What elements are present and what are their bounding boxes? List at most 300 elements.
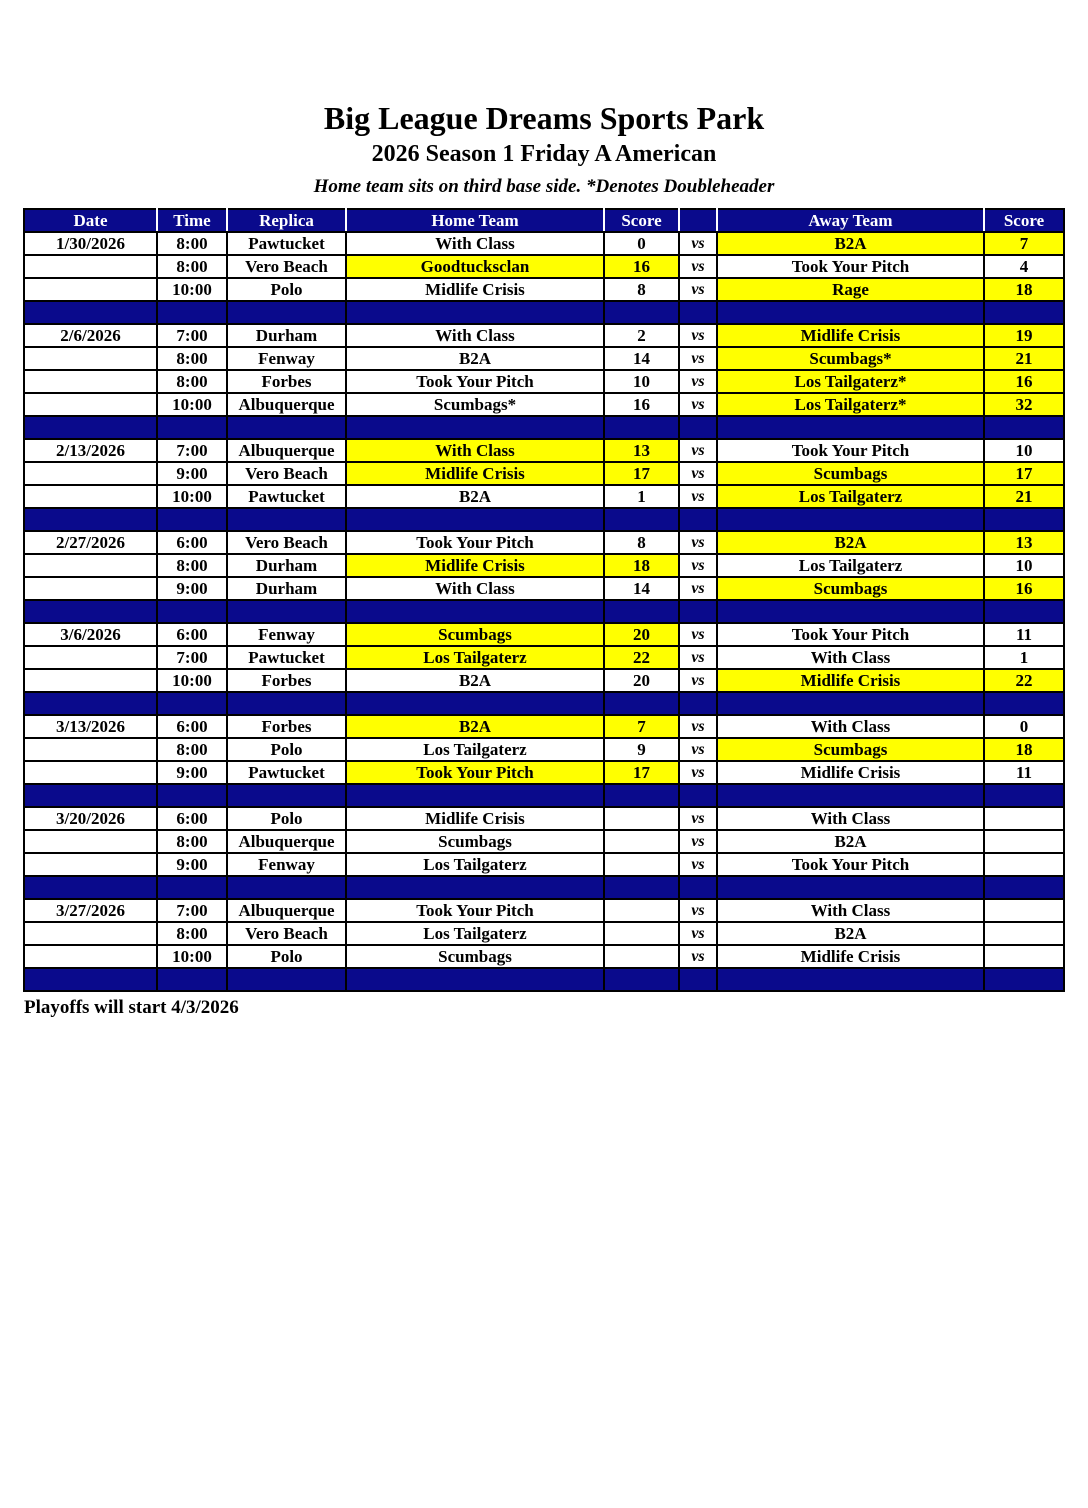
away-team-cell: With Class — [717, 899, 984, 922]
separator-cell — [24, 416, 157, 439]
away-team-cell: Took Your Pitch — [717, 439, 984, 462]
replica-cell: Pawtucket — [227, 761, 346, 784]
vs-cell: vs — [679, 324, 717, 347]
replica-cell: Albuquerque — [227, 439, 346, 462]
away-score-cell: 32 — [984, 393, 1064, 416]
home-team-cell: Scumbags — [346, 945, 604, 968]
home-team-cell: Took Your Pitch — [346, 531, 604, 554]
replica-cell: Polo — [227, 738, 346, 761]
vs-cell: vs — [679, 439, 717, 462]
separator-cell — [227, 416, 346, 439]
separator-row — [24, 692, 1064, 715]
home-team-cell: Midlife Crisis — [346, 554, 604, 577]
home-score-cell: 17 — [604, 761, 679, 784]
away-team-cell: Los Tailgaterz — [717, 485, 984, 508]
replica-cell: Durham — [227, 554, 346, 577]
home-team-cell: Goodtucksclan — [346, 255, 604, 278]
separator-cell — [717, 508, 984, 531]
separator-cell — [24, 968, 157, 991]
vs-cell: vs — [679, 738, 717, 761]
separator-cell — [24, 692, 157, 715]
vs-cell: vs — [679, 232, 717, 255]
away-team-cell: With Class — [717, 807, 984, 830]
game-row — [24, 347, 1064, 370]
page — [0, 100, 1088, 1508]
vs-cell: vs — [679, 577, 717, 600]
separator-cell — [346, 600, 604, 623]
separator-cell — [157, 600, 227, 623]
home-score-cell: 20 — [604, 669, 679, 692]
time-cell: 10:00 — [157, 485, 227, 508]
time-cell: 8:00 — [157, 738, 227, 761]
separator-cell — [157, 876, 227, 899]
game-row — [24, 853, 1064, 876]
replica-cell: Durham — [227, 324, 346, 347]
game-row — [24, 669, 1064, 692]
separator-cell — [984, 692, 1064, 715]
separator-cell — [984, 301, 1064, 324]
away-team-cell: Los Tailgaterz — [717, 554, 984, 577]
separator-cell — [604, 416, 679, 439]
separator-cell — [346, 416, 604, 439]
away-score-cell: 22 — [984, 669, 1064, 692]
replica-cell: Polo — [227, 278, 346, 301]
vs-cell: vs — [679, 922, 717, 945]
date-cell — [24, 255, 157, 278]
separator-cell — [604, 301, 679, 324]
home-score-cell: 8 — [604, 278, 679, 301]
away-score-cell: 10 — [984, 554, 1064, 577]
time-cell: 8:00 — [157, 370, 227, 393]
replica-cell: Fenway — [227, 347, 346, 370]
separator-cell — [679, 968, 717, 991]
separator-row — [24, 968, 1064, 991]
date-cell: 3/20/2026 — [24, 807, 157, 830]
game-row — [24, 278, 1064, 301]
time-cell: 8:00 — [157, 922, 227, 945]
separator-cell — [717, 600, 984, 623]
away-score-cell: 0 — [984, 715, 1064, 738]
separator-cell — [346, 876, 604, 899]
date-cell — [24, 347, 157, 370]
separator-cell — [604, 784, 679, 807]
separator-cell — [679, 876, 717, 899]
separator-cell — [346, 968, 604, 991]
time-cell: 9:00 — [157, 761, 227, 784]
date-cell — [24, 853, 157, 876]
home-score-cell: 9 — [604, 738, 679, 761]
separator-cell — [227, 968, 346, 991]
date-cell — [24, 646, 157, 669]
home-team-cell: Los Tailgaterz — [346, 922, 604, 945]
away-team-cell: Scumbags — [717, 577, 984, 600]
away-team-cell: Rage — [717, 278, 984, 301]
separator-cell — [679, 416, 717, 439]
time-cell: 7:00 — [157, 439, 227, 462]
home-score-cell — [604, 922, 679, 945]
separator-cell — [984, 508, 1064, 531]
away-team-cell: Scumbags* — [717, 347, 984, 370]
col-header-away-team: Away Team — [717, 209, 984, 232]
separator-cell — [346, 301, 604, 324]
away-team-cell: Midlife Crisis — [717, 669, 984, 692]
away-score-cell — [984, 830, 1064, 853]
away-team-cell: B2A — [717, 830, 984, 853]
date-cell — [24, 830, 157, 853]
separator-cell — [157, 508, 227, 531]
game-row — [24, 577, 1064, 600]
separator-row — [24, 784, 1064, 807]
home-team-cell: With Class — [346, 439, 604, 462]
away-team-cell: With Class — [717, 646, 984, 669]
date-cell: 1/30/2026 — [24, 232, 157, 255]
separator-cell — [227, 876, 346, 899]
separator-cell — [984, 784, 1064, 807]
replica-cell: Forbes — [227, 715, 346, 738]
home-score-cell: 14 — [604, 577, 679, 600]
vs-cell: vs — [679, 255, 717, 278]
game-row — [24, 255, 1064, 278]
replica-cell: Forbes — [227, 370, 346, 393]
separator-cell — [604, 692, 679, 715]
col-header-replica: Replica — [227, 209, 346, 232]
replica-cell: Durham — [227, 577, 346, 600]
home-score-cell: 18 — [604, 554, 679, 577]
replica-cell: Vero Beach — [227, 531, 346, 554]
date-cell — [24, 462, 157, 485]
game-row — [24, 899, 1064, 922]
home-score-cell: 13 — [604, 439, 679, 462]
game-row — [24, 393, 1064, 416]
time-cell: 6:00 — [157, 807, 227, 830]
away-team-cell: B2A — [717, 531, 984, 554]
date-cell: 2/6/2026 — [24, 324, 157, 347]
away-score-cell: 18 — [984, 738, 1064, 761]
home-team-cell: Los Tailgaterz — [346, 738, 604, 761]
time-cell: 8:00 — [157, 347, 227, 370]
date-cell — [24, 669, 157, 692]
col-header-date: Date — [24, 209, 157, 232]
away-team-cell: Midlife Crisis — [717, 761, 984, 784]
separator-cell — [984, 416, 1064, 439]
time-cell: 7:00 — [157, 646, 227, 669]
away-score-cell — [984, 945, 1064, 968]
separator-cell — [346, 784, 604, 807]
replica-cell: Albuquerque — [227, 393, 346, 416]
page-subtitle: 2026 Season 1 Friday A American — [371, 141, 717, 167]
time-cell: 8:00 — [157, 232, 227, 255]
time-cell: 6:00 — [157, 623, 227, 646]
separator-cell — [604, 876, 679, 899]
page-title: Big League Dreams Sports Park — [323, 100, 765, 136]
date-cell — [24, 393, 157, 416]
away-team-cell: Took Your Pitch — [717, 255, 984, 278]
separator-row — [24, 876, 1064, 899]
time-cell: 6:00 — [157, 531, 227, 554]
date-cell — [24, 485, 157, 508]
vs-cell: vs — [679, 347, 717, 370]
replica-cell: Vero Beach — [227, 255, 346, 278]
time-cell: 6:00 — [157, 715, 227, 738]
playoffs-note: Playoffs will start 4/3/2026 — [24, 997, 239, 1018]
time-cell: 7:00 — [157, 324, 227, 347]
away-team-cell: Scumbags — [717, 462, 984, 485]
game-row — [24, 439, 1064, 462]
separator-row — [24, 508, 1064, 531]
time-cell: 9:00 — [157, 462, 227, 485]
away-team-cell: Midlife Crisis — [717, 324, 984, 347]
game-row — [24, 462, 1064, 485]
date-cell — [24, 922, 157, 945]
separator-cell — [717, 301, 984, 324]
vs-cell: vs — [679, 278, 717, 301]
away-team-cell: Took Your Pitch — [717, 623, 984, 646]
home-team-cell: Midlife Crisis — [346, 462, 604, 485]
home-score-cell: 10 — [604, 370, 679, 393]
time-cell: 7:00 — [157, 899, 227, 922]
date-cell: 3/27/2026 — [24, 899, 157, 922]
separator-cell — [157, 301, 227, 324]
home-score-cell: 0 — [604, 232, 679, 255]
replica-cell: Polo — [227, 807, 346, 830]
home-score-cell: 20 — [604, 623, 679, 646]
away-score-cell: 4 — [984, 255, 1064, 278]
home-score-cell: 22 — [604, 646, 679, 669]
separator-cell — [24, 508, 157, 531]
home-team-cell: B2A — [346, 347, 604, 370]
vs-cell: vs — [679, 646, 717, 669]
game-row — [24, 922, 1064, 945]
vs-cell: vs — [679, 370, 717, 393]
game-row — [24, 646, 1064, 669]
vs-cell: vs — [679, 531, 717, 554]
separator-cell — [24, 301, 157, 324]
date-cell — [24, 370, 157, 393]
home-team-cell: Scumbags — [346, 830, 604, 853]
separator-row — [24, 416, 1064, 439]
separator-cell — [346, 508, 604, 531]
away-score-cell: 18 — [984, 278, 1064, 301]
vs-cell: vs — [679, 899, 717, 922]
time-cell: 10:00 — [157, 393, 227, 416]
time-cell: 9:00 — [157, 577, 227, 600]
home-team-cell: With Class — [346, 324, 604, 347]
separator-cell — [604, 968, 679, 991]
home-team-cell: B2A — [346, 715, 604, 738]
home-score-cell: 1 — [604, 485, 679, 508]
vs-cell: vs — [679, 623, 717, 646]
away-team-cell: Midlife Crisis — [717, 945, 984, 968]
vs-cell: vs — [679, 853, 717, 876]
vs-cell: vs — [679, 945, 717, 968]
home-score-cell: 16 — [604, 393, 679, 416]
replica-cell: Albuquerque — [227, 899, 346, 922]
separator-cell — [157, 692, 227, 715]
home-team-cell: Scumbags* — [346, 393, 604, 416]
vs-cell: vs — [679, 554, 717, 577]
date-cell — [24, 577, 157, 600]
replica-cell: Polo — [227, 945, 346, 968]
separator-cell — [157, 968, 227, 991]
separator-cell — [679, 301, 717, 324]
separator-cell — [604, 600, 679, 623]
home-team-cell: Los Tailgaterz — [346, 853, 604, 876]
away-score-cell: 7 — [984, 232, 1064, 255]
home-team-cell: Midlife Crisis — [346, 278, 604, 301]
separator-cell — [24, 784, 157, 807]
away-score-cell: 16 — [984, 577, 1064, 600]
separator-cell — [346, 692, 604, 715]
separator-cell — [984, 600, 1064, 623]
replica-cell: Pawtucket — [227, 646, 346, 669]
away-score-cell — [984, 853, 1064, 876]
away-score-cell: 10 — [984, 439, 1064, 462]
date-cell — [24, 278, 157, 301]
separator-cell — [679, 784, 717, 807]
game-row — [24, 761, 1064, 784]
time-cell: 10:00 — [157, 669, 227, 692]
date-cell: 3/6/2026 — [24, 623, 157, 646]
separator-row — [24, 301, 1064, 324]
game-row — [24, 738, 1064, 761]
away-team-cell: Scumbags — [717, 738, 984, 761]
home-team-cell: Took Your Pitch — [346, 370, 604, 393]
game-row — [24, 623, 1064, 646]
time-cell: 8:00 — [157, 830, 227, 853]
time-cell: 10:00 — [157, 278, 227, 301]
date-cell — [24, 761, 157, 784]
replica-cell: Fenway — [227, 853, 346, 876]
away-score-cell: 19 — [984, 324, 1064, 347]
separator-cell — [227, 301, 346, 324]
home-team-cell: Los Tailgaterz — [346, 646, 604, 669]
replica-cell: Vero Beach — [227, 462, 346, 485]
separator-cell — [679, 692, 717, 715]
home-team-cell: Took Your Pitch — [346, 899, 604, 922]
separator-cell — [717, 416, 984, 439]
game-row — [24, 324, 1064, 347]
col-header-time: Time — [157, 209, 227, 232]
header-row — [24, 209, 1064, 232]
game-row — [24, 370, 1064, 393]
home-score-cell — [604, 807, 679, 830]
separator-cell — [604, 508, 679, 531]
home-score-cell — [604, 945, 679, 968]
separator-cell — [157, 784, 227, 807]
away-score-cell — [984, 899, 1064, 922]
away-team-cell: B2A — [717, 922, 984, 945]
home-team-cell: B2A — [346, 669, 604, 692]
away-team-cell: B2A — [717, 232, 984, 255]
vs-cell: vs — [679, 761, 717, 784]
separator-row — [24, 600, 1064, 623]
away-score-cell: 21 — [984, 485, 1064, 508]
away-score-cell: 21 — [984, 347, 1064, 370]
col-header-vs — [679, 209, 717, 232]
vs-cell: vs — [679, 669, 717, 692]
away-score-cell — [984, 922, 1064, 945]
col-header-away-score: Score — [984, 209, 1064, 232]
game-row — [24, 485, 1064, 508]
home-team-cell: Midlife Crisis — [346, 807, 604, 830]
separator-cell — [679, 508, 717, 531]
home-score-cell — [604, 853, 679, 876]
replica-cell: Pawtucket — [227, 232, 346, 255]
game-row — [24, 830, 1064, 853]
away-score-cell: 1 — [984, 646, 1064, 669]
separator-cell — [24, 600, 157, 623]
game-row — [24, 531, 1064, 554]
away-team-cell: With Class — [717, 715, 984, 738]
game-row — [24, 945, 1064, 968]
replica-cell: Fenway — [227, 623, 346, 646]
home-team-cell: With Class — [346, 577, 604, 600]
separator-cell — [227, 784, 346, 807]
away-score-cell: 16 — [984, 370, 1064, 393]
date-cell: 2/27/2026 — [24, 531, 157, 554]
away-score-cell: 11 — [984, 761, 1064, 784]
separator-cell — [717, 876, 984, 899]
away-score-cell: 11 — [984, 623, 1064, 646]
schedule-body — [24, 232, 1064, 991]
vs-cell: vs — [679, 807, 717, 830]
away-team-cell: Los Tailgaterz* — [717, 393, 984, 416]
separator-cell — [227, 508, 346, 531]
vs-cell: vs — [679, 830, 717, 853]
replica-cell: Vero Beach — [227, 922, 346, 945]
date-cell — [24, 738, 157, 761]
separator-cell — [157, 416, 227, 439]
home-score-cell: 2 — [604, 324, 679, 347]
away-score-cell — [984, 807, 1064, 830]
away-score-cell: 17 — [984, 462, 1064, 485]
home-score-cell — [604, 899, 679, 922]
separator-cell — [984, 876, 1064, 899]
separator-cell — [717, 692, 984, 715]
time-cell: 8:00 — [157, 554, 227, 577]
separator-cell — [717, 784, 984, 807]
home-score-cell: 7 — [604, 715, 679, 738]
home-team-cell: B2A — [346, 485, 604, 508]
date-cell — [24, 945, 157, 968]
home-team-cell: With Class — [346, 232, 604, 255]
replica-cell: Forbes — [227, 669, 346, 692]
date-cell — [24, 554, 157, 577]
separator-cell — [227, 692, 346, 715]
home-score-cell: 17 — [604, 462, 679, 485]
time-cell: 8:00 — [157, 255, 227, 278]
replica-cell: Pawtucket — [227, 485, 346, 508]
home-score-cell: 14 — [604, 347, 679, 370]
separator-cell — [679, 600, 717, 623]
schedule-table — [23, 208, 1065, 992]
date-cell: 3/13/2026 — [24, 715, 157, 738]
replica-cell: Albuquerque — [227, 830, 346, 853]
away-team-cell: Los Tailgaterz* — [717, 370, 984, 393]
time-cell: 9:00 — [157, 853, 227, 876]
date-cell: 2/13/2026 — [24, 439, 157, 462]
col-header-home-team: Home Team — [346, 209, 604, 232]
separator-cell — [984, 968, 1064, 991]
vs-cell: vs — [679, 393, 717, 416]
away-score-cell: 13 — [984, 531, 1064, 554]
vs-cell: vs — [679, 485, 717, 508]
home-score-cell: 8 — [604, 531, 679, 554]
separator-cell — [717, 968, 984, 991]
separator-cell — [24, 876, 157, 899]
home-team-cell: Scumbags — [346, 623, 604, 646]
time-cell: 10:00 — [157, 945, 227, 968]
